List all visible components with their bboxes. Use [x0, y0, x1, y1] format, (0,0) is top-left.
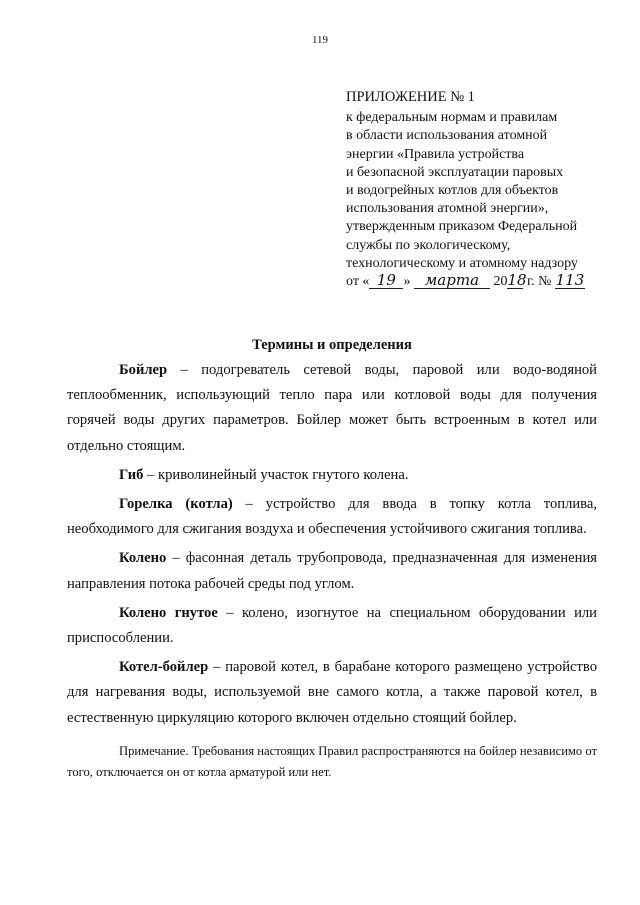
section-heading: Термины и определения [252, 337, 412, 353]
appendix-line: и водогрейных котлов для объектов [346, 183, 559, 199]
appendix-line: и безопасной эксплуатации паровых [346, 164, 564, 180]
order-year-prefix: 20 [489, 274, 508, 290]
handwritten-day: 19 [369, 273, 403, 289]
appendix-line: энергии «Правила устройства [346, 146, 525, 162]
appendix-line: к федеральным нормам и правилам [346, 110, 558, 126]
definition-bend [67, 463, 597, 488]
main-content [67, 333, 597, 795]
term-name: Колено [119, 550, 167, 567]
term-name: Котел-бойлер [119, 659, 209, 676]
handwritten-order-number: 113 [555, 271, 585, 290]
order-date-prefix: от « [346, 274, 370, 290]
term-name: Гиб [119, 466, 144, 483]
order-date-mid: » [403, 274, 414, 290]
handwritten-month: марта [414, 273, 490, 289]
term-definition: – паровой котел, в барабане которого размещено устройство для нагревания воды, используемой вне самого котла, а также паровой котел, в естественную циркуляцию которого включен отдельно стоящий бойлер. [67, 659, 597, 726]
page-number: 119 [311, 34, 329, 46]
term-definition: – колено, изогнутое на специальном оборудовании или приспособлении. [67, 604, 597, 647]
term-definition: – криволинейный участок гнутого колена. [143, 466, 409, 483]
term-name: Горелка (котла) [119, 496, 233, 513]
term-definition: – фасонная деталь трубопровода, предназначенная для изменения направления потока рабочей среды под углом. [67, 550, 597, 592]
appendix-line: службы по экологическому, [346, 237, 511, 253]
term-definition: – подогреватель сетевой воды, паровой или водо-водяной теплообменник, использующий тепло пара или котловой воды для получения горячей воды других параметров. Бойлер может быть встроенным в котел или отдельно стоящим. [67, 362, 597, 454]
definition-elbow [67, 546, 597, 596]
order-number-prefix: г. № [523, 274, 555, 290]
definition-boiler-heater [67, 655, 597, 731]
appendix-header [346, 88, 636, 291]
handwritten-year: 18 [507, 271, 527, 290]
term-definition: – устройство для ввода в топку котла топлива, необходимого для сжигания воздуха и обеспечения устойчивого сжигания топлива. [67, 496, 598, 538]
definition-bent-elbow [67, 601, 597, 651]
order-date-number [346, 273, 636, 291]
term-name: Бойлер [119, 362, 168, 378]
appendix-line: технологическому и атомному надзору [346, 255, 578, 271]
definition-burner [67, 492, 597, 542]
appendix-line: утвержденным приказом Федеральной [346, 219, 578, 235]
term-name: Колено гнутое [119, 604, 218, 621]
definition-boiler [67, 358, 597, 459]
appendix-title: ПРИЛОЖЕНИЕ № 1 [346, 89, 475, 105]
appendix-line: использования атомной энергии», [346, 201, 549, 217]
appendix-line: в области использования атомной [346, 128, 548, 144]
note-paragraph: Примечание. Требования настоящих Правил распространяются на бойлер независимо от того, отключается он от котла арматурой или нет. [67, 743, 597, 779]
